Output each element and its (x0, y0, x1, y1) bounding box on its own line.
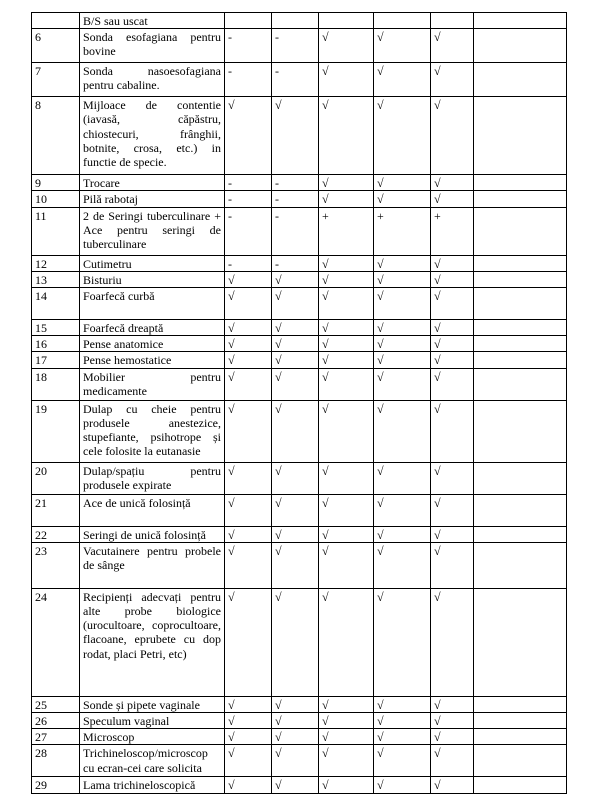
mark-cell-2: √ (272, 97, 319, 175)
mark-cell-1: √ (225, 526, 272, 542)
mark-cell-2: √ (272, 713, 319, 729)
mark-cell-6 (474, 175, 567, 191)
mark-cell-1: √ (225, 400, 272, 462)
mark-cell-1: √ (225, 336, 272, 352)
row-number: 11 (32, 207, 80, 255)
table-row (32, 526, 567, 542)
mark-cell-3: √ (319, 729, 374, 745)
item-name: Foarfecă curbă (80, 288, 225, 320)
mark-cell-1: √ (225, 97, 272, 175)
item-name: Microscop (80, 729, 225, 745)
mark-cell-1: √ (225, 271, 272, 287)
item-name: Sonda nasoesofagiana pentru cabaline. (80, 63, 225, 97)
mark-cell-5: √ (431, 777, 474, 793)
mark-cell-2: √ (272, 400, 319, 462)
mark-cell-6 (474, 320, 567, 336)
row-number: 20 (32, 462, 80, 494)
item-name: Trichineloscop/microscop cu ecran-cei care solicita (80, 745, 225, 777)
mark-cell-1: √ (225, 462, 272, 494)
mark-cell-5: √ (431, 271, 474, 287)
mark-cell-3: √ (319, 320, 374, 336)
mark-cell-3: √ (319, 97, 374, 175)
mark-cell-1: √ (225, 368, 272, 400)
item-name: Seringi de unică folosință (80, 526, 225, 542)
mark-cell-3: √ (319, 696, 374, 712)
mark-cell-4: √ (374, 29, 431, 63)
mark-cell-2: √ (272, 745, 319, 777)
item-name: Recipienți adecvați pentru alte probe biologice (urocultoare, coprocultoare, flacoane, eprubete cu dop rodat, placi Petri, etc) (80, 588, 225, 696)
mark-cell-4 (374, 13, 431, 29)
row-number: 24 (32, 588, 80, 696)
row-number: 15 (32, 320, 80, 336)
row-number: 17 (32, 352, 80, 368)
mark-cell-5: √ (431, 462, 474, 494)
table-row (32, 777, 567, 793)
row-number: 9 (32, 175, 80, 191)
table-row (32, 255, 567, 271)
mark-cell-5 (431, 13, 474, 29)
row-number: 6 (32, 29, 80, 63)
table-row (32, 175, 567, 191)
row-number: 27 (32, 729, 80, 745)
item-name: Pilă rabotaj (80, 191, 225, 207)
mark-cell-2: - (272, 175, 319, 191)
mark-cell-6 (474, 542, 567, 588)
mark-cell-1: - (225, 207, 272, 255)
mark-cell-3: √ (319, 191, 374, 207)
mark-cell-3: √ (319, 745, 374, 777)
mark-cell-2 (272, 13, 319, 29)
mark-cell-4: √ (374, 336, 431, 352)
mark-cell-4: √ (374, 777, 431, 793)
mark-cell-6 (474, 526, 567, 542)
mark-cell-5: √ (431, 713, 474, 729)
row-number: 16 (32, 336, 80, 352)
row-number: 12 (32, 255, 80, 271)
table-row (32, 63, 567, 97)
mark-cell-2: √ (272, 271, 319, 287)
mark-cell-1: - (225, 191, 272, 207)
table-row (32, 696, 567, 712)
item-name: Dulap cu cheie pentru produsele anestezice, stupefiante, psihotrope și cele folosite la eutanasie (80, 400, 225, 462)
mark-cell-2: √ (272, 368, 319, 400)
mark-cell-1: √ (225, 713, 272, 729)
mark-cell-6 (474, 494, 567, 526)
mark-cell-4: √ (374, 696, 431, 712)
table-row (32, 336, 567, 352)
mark-cell-2: √ (272, 526, 319, 542)
table-row (32, 288, 567, 320)
mark-cell-4: √ (374, 462, 431, 494)
table-row (32, 729, 567, 745)
mark-cell-5: √ (431, 696, 474, 712)
mark-cell-2: - (272, 191, 319, 207)
mark-cell-1: √ (225, 745, 272, 777)
mark-cell-1: √ (225, 588, 272, 696)
mark-cell-5: √ (431, 745, 474, 777)
mark-cell-6 (474, 13, 567, 29)
mark-cell-4: √ (374, 288, 431, 320)
mark-cell-1: √ (225, 352, 272, 368)
mark-cell-6 (474, 191, 567, 207)
mark-cell-6 (474, 207, 567, 255)
table-row (32, 320, 567, 336)
item-name: Foarfecă dreaptă (80, 320, 225, 336)
mark-cell-6 (474, 745, 567, 777)
row-number: 25 (32, 696, 80, 712)
mark-cell-4: √ (374, 97, 431, 175)
mark-cell-5: √ (431, 191, 474, 207)
table-row (32, 29, 567, 63)
mark-cell-5: √ (431, 588, 474, 696)
equipment-table (31, 12, 567, 794)
mark-cell-4: √ (374, 271, 431, 287)
row-number (32, 13, 80, 29)
mark-cell-1: √ (225, 777, 272, 793)
mark-cell-1: √ (225, 288, 272, 320)
item-name: Ace de unică folosință (80, 494, 225, 526)
mark-cell-3: √ (319, 588, 374, 696)
mark-cell-2: √ (272, 352, 319, 368)
mark-cell-4: √ (374, 745, 431, 777)
mark-cell-1: √ (225, 729, 272, 745)
mark-cell-6 (474, 777, 567, 793)
item-name: Vacutainere pentru probele de sânge (80, 542, 225, 588)
row-number: 8 (32, 97, 80, 175)
mark-cell-6 (474, 255, 567, 271)
mark-cell-2: √ (272, 729, 319, 745)
mark-cell-3: √ (319, 462, 374, 494)
table-row (32, 542, 567, 588)
row-number: 7 (32, 63, 80, 97)
table-row (32, 713, 567, 729)
table-row (32, 352, 567, 368)
mark-cell-2: - (272, 207, 319, 255)
mark-cell-4: + (374, 207, 431, 255)
item-name: Pense anatomice (80, 336, 225, 352)
table-row (32, 191, 567, 207)
mark-cell-6 (474, 713, 567, 729)
mark-cell-5: √ (431, 542, 474, 588)
table-row (32, 13, 567, 29)
mark-cell-3: √ (319, 526, 374, 542)
item-name: Cutimetru (80, 255, 225, 271)
mark-cell-5: √ (431, 288, 474, 320)
item-name: Lama trichineloscopică (80, 777, 225, 793)
mark-cell-3: √ (319, 494, 374, 526)
mark-cell-2: √ (272, 542, 319, 588)
mark-cell-4: √ (374, 526, 431, 542)
mark-cell-4: √ (374, 255, 431, 271)
mark-cell-4: √ (374, 320, 431, 336)
mark-cell-6 (474, 588, 567, 696)
mark-cell-4: √ (374, 400, 431, 462)
mark-cell-5: √ (431, 494, 474, 526)
mark-cell-1 (225, 13, 272, 29)
mark-cell-4: √ (374, 63, 431, 97)
mark-cell-6 (474, 336, 567, 352)
mark-cell-5: √ (431, 175, 474, 191)
mark-cell-5: + (431, 207, 474, 255)
mark-cell-6 (474, 352, 567, 368)
item-name: Sonde și pipete vaginale (80, 696, 225, 712)
table-row (32, 400, 567, 462)
row-number: 13 (32, 271, 80, 287)
row-number: 23 (32, 542, 80, 588)
mark-cell-5: √ (431, 526, 474, 542)
mark-cell-3: √ (319, 713, 374, 729)
mark-cell-1: - (225, 29, 272, 63)
mark-cell-1: √ (225, 542, 272, 588)
mark-cell-5: √ (431, 729, 474, 745)
mark-cell-5: √ (431, 255, 474, 271)
mark-cell-6 (474, 63, 567, 97)
item-name: Bisturiu (80, 271, 225, 287)
mark-cell-4: √ (374, 542, 431, 588)
mark-cell-5: √ (431, 97, 474, 175)
mark-cell-5: √ (431, 400, 474, 462)
mark-cell-6 (474, 729, 567, 745)
item-name: Sonda esofagiana pentru bovine (80, 29, 225, 63)
mark-cell-2: √ (272, 494, 319, 526)
mark-cell-6 (474, 97, 567, 175)
table-row (32, 588, 567, 696)
mark-cell-4: √ (374, 494, 431, 526)
mark-cell-6 (474, 288, 567, 320)
mark-cell-4: √ (374, 588, 431, 696)
mark-cell-4: √ (374, 352, 431, 368)
item-name: Dulap/spațiu pentru produsele expirate (80, 462, 225, 494)
mark-cell-6 (474, 400, 567, 462)
mark-cell-1: √ (225, 696, 272, 712)
mark-cell-1: - (225, 175, 272, 191)
mark-cell-3: √ (319, 271, 374, 287)
item-name: Mijloace de contentie (iavasă, căpăstru, chiostecuri, frânghii, botnite, crosa, etc.) in functie de specie. (80, 97, 225, 175)
mark-cell-3 (319, 13, 374, 29)
mark-cell-3: √ (319, 29, 374, 63)
mark-cell-3: + (319, 207, 374, 255)
mark-cell-2: √ (272, 588, 319, 696)
table-row (32, 368, 567, 400)
mark-cell-3: √ (319, 352, 374, 368)
table-body (32, 13, 567, 794)
row-number: 19 (32, 400, 80, 462)
table-row (32, 494, 567, 526)
row-number: 14 (32, 288, 80, 320)
mark-cell-4: √ (374, 191, 431, 207)
mark-cell-5: √ (431, 29, 474, 63)
row-number: 18 (32, 368, 80, 400)
row-number: 21 (32, 494, 80, 526)
mark-cell-1: - (225, 255, 272, 271)
row-number: 26 (32, 713, 80, 729)
mark-cell-2: - (272, 29, 319, 63)
row-number: 29 (32, 777, 80, 793)
mark-cell-6 (474, 462, 567, 494)
row-number: 22 (32, 526, 80, 542)
mark-cell-2: √ (272, 696, 319, 712)
mark-cell-2: √ (272, 462, 319, 494)
mark-cell-1: √ (225, 320, 272, 336)
mark-cell-2: √ (272, 320, 319, 336)
mark-cell-5: √ (431, 336, 474, 352)
item-name: Mobilier pentru medicamente (80, 368, 225, 400)
row-number: 28 (32, 745, 80, 777)
mark-cell-5: √ (431, 63, 474, 97)
mark-cell-1: - (225, 63, 272, 97)
mark-cell-6 (474, 696, 567, 712)
mark-cell-6 (474, 368, 567, 400)
mark-cell-3: √ (319, 63, 374, 97)
mark-cell-5: √ (431, 320, 474, 336)
mark-cell-5: √ (431, 352, 474, 368)
mark-cell-3: √ (319, 255, 374, 271)
table-row (32, 207, 567, 255)
row-number: 10 (32, 191, 80, 207)
table-row (32, 745, 567, 777)
mark-cell-4: √ (374, 175, 431, 191)
mark-cell-2: √ (272, 288, 319, 320)
table-row (32, 97, 567, 175)
table-row (32, 271, 567, 287)
mark-cell-2: √ (272, 777, 319, 793)
mark-cell-3: √ (319, 777, 374, 793)
mark-cell-4: √ (374, 713, 431, 729)
mark-cell-4: √ (374, 729, 431, 745)
mark-cell-5: √ (431, 368, 474, 400)
item-name: Pense hemostatice (80, 352, 225, 368)
mark-cell-3: √ (319, 368, 374, 400)
item-name: Trocare (80, 175, 225, 191)
mark-cell-3: √ (319, 542, 374, 588)
mark-cell-3: √ (319, 336, 374, 352)
mark-cell-1: √ (225, 494, 272, 526)
mark-cell-3: √ (319, 288, 374, 320)
item-name: B/S sau uscat (80, 13, 225, 29)
mark-cell-4: √ (374, 368, 431, 400)
mark-cell-2: - (272, 63, 319, 97)
mark-cell-2: √ (272, 336, 319, 352)
mark-cell-3: √ (319, 400, 374, 462)
mark-cell-6 (474, 29, 567, 63)
item-name: Speculum vaginal (80, 713, 225, 729)
mark-cell-6 (474, 271, 567, 287)
table-row (32, 462, 567, 494)
mark-cell-2: - (272, 255, 319, 271)
item-name: 2 de Seringi tuberculinare + Ace pentru seringi de tuberculinare (80, 207, 225, 255)
mark-cell-3: √ (319, 175, 374, 191)
